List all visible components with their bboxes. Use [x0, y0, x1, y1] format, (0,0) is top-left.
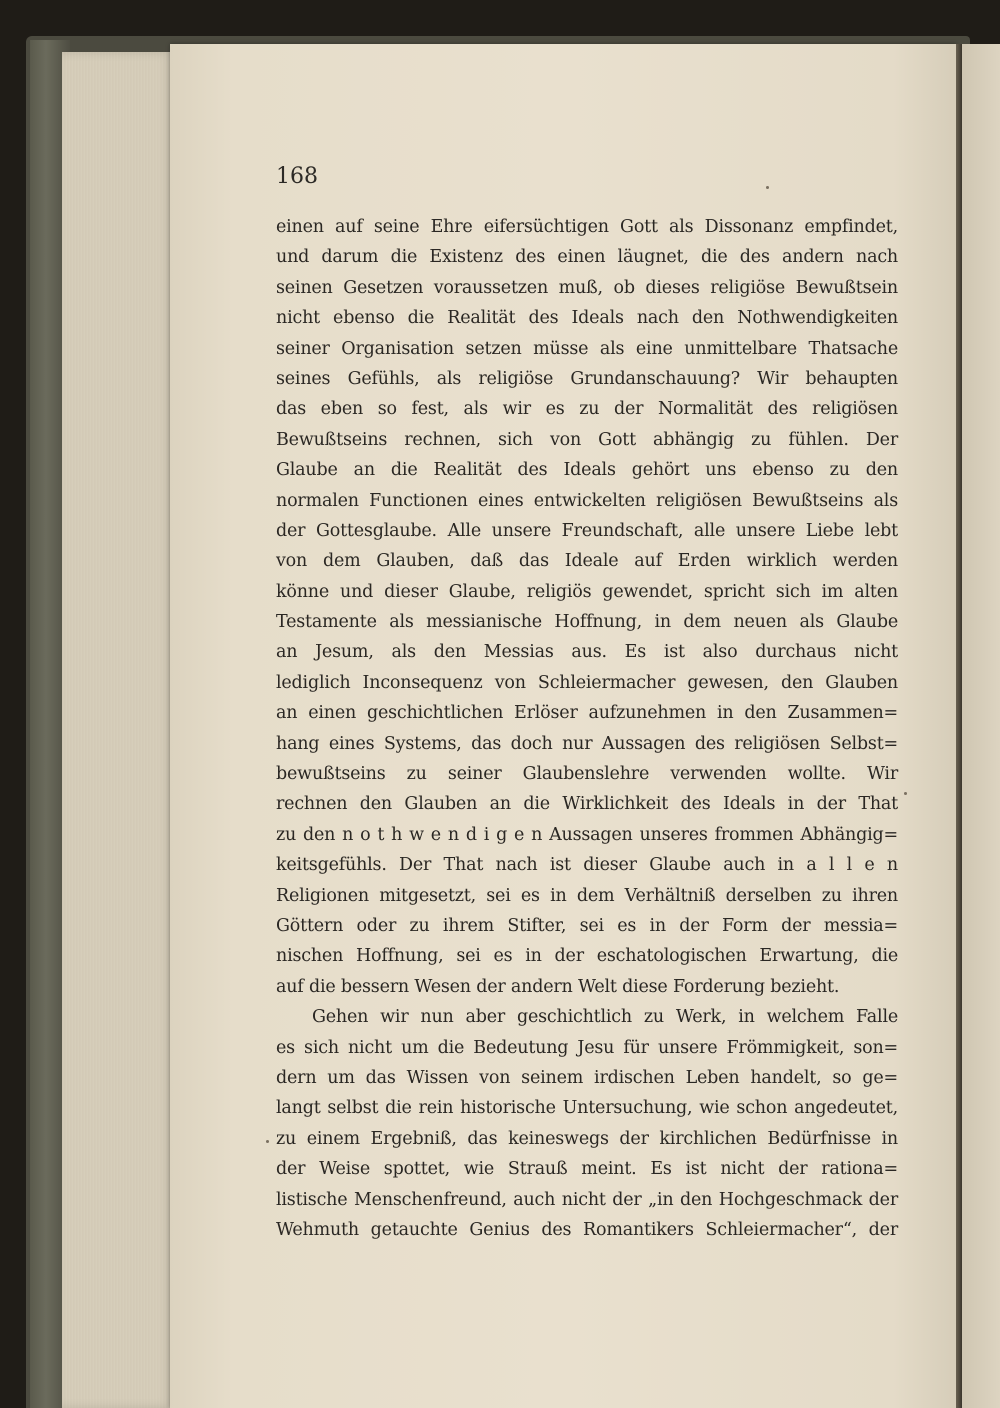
- text-line: Religionen mitgesetzt, sei es in dem Verhältniß derselben zu ihren: [276, 885, 898, 906]
- text-line: zu den n o t h w e n d i g e n Aussagen unseres frommen Abhängig=: [276, 824, 898, 845]
- text-line: Bewußtseins rechnen, sich von Gott abhängig zu fühlen. Der: [276, 429, 898, 450]
- text-line: könne und dieser Glaube, religiös gewendet, spricht sich im alten: [276, 581, 898, 602]
- text-line: von dem Glauben, daß das Ideale auf Erden wirklich werden: [276, 551, 898, 572]
- paragraph-end-line: auf die bessern Wesen der andern Welt diese Forderung bezieht.: [276, 976, 840, 997]
- text-line: es sich nicht um die Bedeutung Jesu für unsere Frömmigkeit, son=: [276, 1037, 898, 1058]
- text-line: langt selbst die rein historische Untersuchung, wie schon angedeutet,: [276, 1098, 898, 1119]
- text-line: seiner Organisation setzen müsse als eine unmittelbare Thatsache: [276, 338, 898, 359]
- text-line: normalen Functionen eines entwickelten religiösen Bewußtseins als: [276, 490, 898, 511]
- paragraph-start-line: Gehen wir nun aber geschichtlich zu Werk, in welchem Falle: [312, 1007, 898, 1028]
- page-block-edges: [62, 52, 174, 1408]
- text-line: der Weise spottet, wie Strauß meint. Es ist nicht der rationa=: [276, 1159, 898, 1180]
- text-line: einen auf seine Ehre eifersüchtigen Gott als Dissonanz empfindet,: [276, 217, 898, 237]
- text-line: seinen Gesetzen voraussetzen muß, ob dieses religiöse Bewußtsein: [276, 277, 898, 298]
- page-text: [276, 212, 898, 1245]
- text-line: das eben so fest, als wir es zu der Normalität des religiösen: [276, 399, 898, 420]
- text-line: zu einem Ergebniß, das keineswegs der kirchlichen Bedürfnisse in: [276, 1128, 898, 1149]
- paper-speck: [266, 1140, 269, 1143]
- text-line: lediglich Inconsequenz von Schleiermacher gewesen, den Glauben: [276, 672, 898, 693]
- paper-speck: [766, 186, 769, 189]
- text-line: bewußtseins zu seiner Glaubenslehre verwenden wollte. Wir: [276, 764, 898, 785]
- text-line: nicht ebenso die Realität des Ideals nach den Nothwendigkeiten: [276, 308, 898, 329]
- text-line: Wehmuth getauchte Genius des Romantikers Schleiermacher“, der: [276, 1219, 898, 1240]
- text-line: nischen Hoffnung, sei es in der eschatologischen Erwartung, die: [276, 946, 898, 967]
- text-line: Testamente als messianische Hoffnung, in dem neuen als Glaube: [276, 612, 898, 633]
- text-line: rechnen den Glauben an die Wirklichkeit des Ideals in der That: [276, 794, 898, 815]
- page-number: 168: [276, 164, 318, 189]
- text-line: an einen geschichtlichen Erlöser aufzunehmen in den Zusammen=: [276, 703, 898, 724]
- text-line: dern um das Wissen von seinem irdischen Leben handelt, so ge=: [276, 1067, 898, 1088]
- facing-page-edge: [962, 44, 1000, 1408]
- text-line: Glaube an die Realität des Ideals gehört uns ebenso zu den: [276, 460, 898, 481]
- text-line: hang eines Systems, das doch nur Aussagen des religiösen Selbst=: [276, 733, 898, 754]
- text-line: an Jesum, als den Messias aus. Es ist also durchaus nicht: [276, 642, 898, 663]
- text-line: keitsgefühls. Der That nach ist dieser Glaube auch in a l l e n: [276, 855, 898, 876]
- text-line: und darum die Existenz des einen läugnet, die des andern nach: [276, 247, 898, 268]
- text-line: der Gottesglaube. Alle unsere Freundschaft, alle unsere Liebe lebt: [276, 520, 898, 541]
- text-line: listische Menschenfreund, auch nicht der „in den Hochgeschmack der: [276, 1189, 898, 1210]
- text-line: Göttern oder zu ihrem Stifter, sei es in der Form der messia=: [276, 915, 898, 936]
- text-line: seines Gefühls, als religiöse Grundanschauung? Wir behaupten: [276, 368, 898, 389]
- paper-speck: [904, 792, 907, 795]
